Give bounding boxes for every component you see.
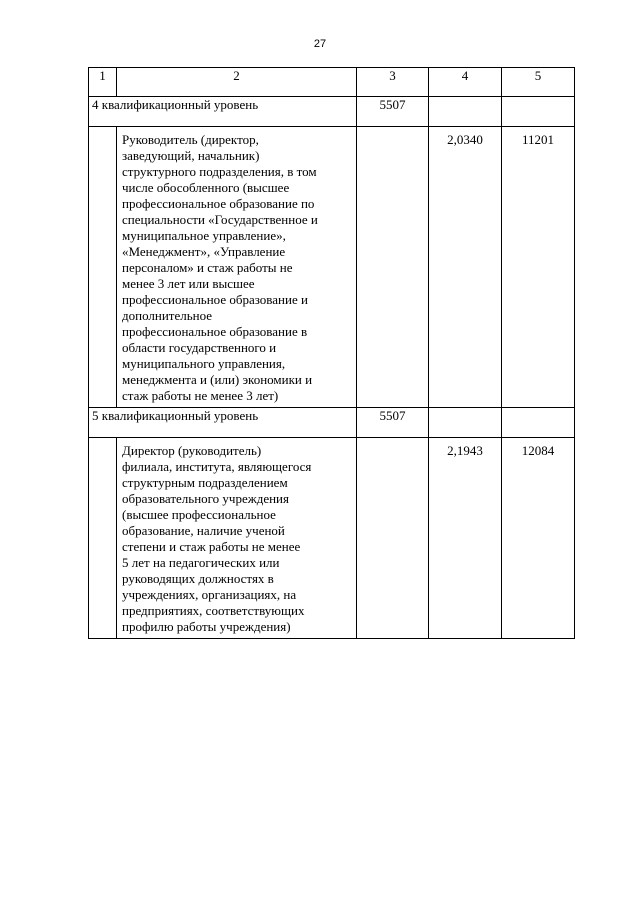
position-row (89, 127, 575, 408)
empty-cell (357, 438, 429, 639)
qualification-level-code: 5507 (357, 408, 429, 438)
empty-cell (429, 97, 502, 127)
column-header-2: 2 (117, 68, 357, 97)
column-header-5: 5 (502, 68, 575, 97)
position-description: Директор (руководитель) филиала, института, являющегося структурным подразделением образовательного учреждения (высшее профессиональное образование, наличие ученой степени и стаж работы не менее 5 лет на педагогических или руководящих должностях в учреждениях, организациях, на предприятиях, соответствующих профилю работы учреждения) (117, 438, 357, 639)
position-description: Руководитель (директор, заведующий, начальник) структурного подразделения, в том числе обособленного (высшее профессиональное образование по специальности «Государственное и муниципальное управление», «Менеджмент», «Управление персоналом» и стаж работы не менее 3 лет или высшее профессиональное образование и дополнительное профессиональное образование в области государственного и муниципального управления, менеджмента и (или) экономики и стаж работы не менее 3 лет) (117, 127, 357, 408)
position-row (89, 438, 575, 639)
page-number: 27 (313, 38, 327, 50)
empty-cell (502, 408, 575, 438)
qualification-level-label: 5 квалификационный уровень (89, 408, 357, 438)
column-header-1: 1 (89, 68, 117, 97)
empty-cell (89, 438, 117, 639)
qualification-level-row (89, 408, 575, 438)
empty-cell (357, 127, 429, 408)
table-header-row (89, 68, 575, 97)
empty-cell (502, 97, 575, 127)
coefficient-value: 2,0340 (429, 127, 502, 408)
empty-cell (429, 408, 502, 438)
salary-value: 12084 (502, 438, 575, 639)
column-header-3: 3 (357, 68, 429, 97)
salary-table (88, 67, 575, 639)
empty-cell (89, 127, 117, 408)
coefficient-value: 2,1943 (429, 438, 502, 639)
column-header-4: 4 (429, 68, 502, 97)
qualification-level-code: 5507 (357, 97, 429, 127)
qualification-level-row (89, 97, 575, 127)
salary-value: 11201 (502, 127, 575, 408)
qualification-level-label: 4 квалификационный уровень (89, 97, 357, 127)
